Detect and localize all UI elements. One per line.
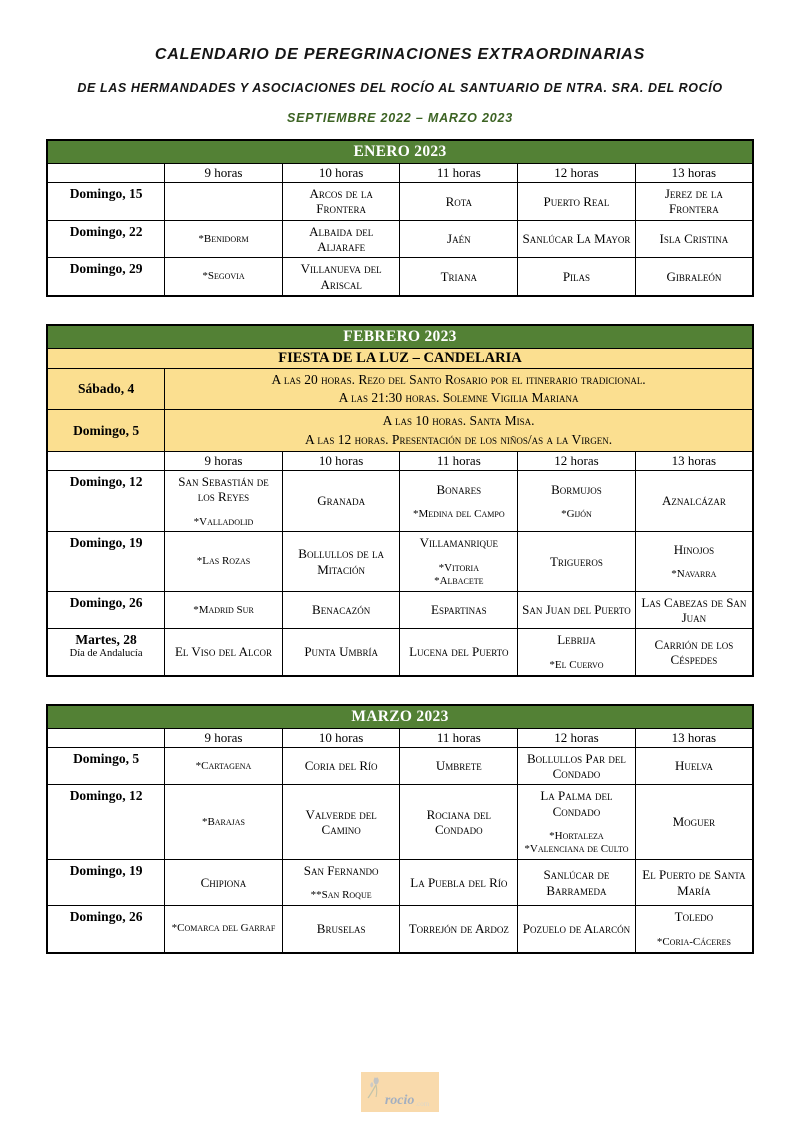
table-row xyxy=(47,859,753,905)
day-label: Domingo, 22 xyxy=(69,223,143,239)
hour-column-header: 11 horas xyxy=(400,451,518,470)
schedule-entry: San Fernando xyxy=(303,862,379,878)
schedule-entry: *Valladolid xyxy=(193,515,254,528)
schedule-entry: *Comarca del Garraf xyxy=(171,922,276,935)
schedule-cell xyxy=(400,629,518,676)
table-row xyxy=(47,591,753,629)
schedule-entry: Umbrete xyxy=(435,758,482,774)
schedule-cell xyxy=(518,258,636,296)
schedule-entry: *Medina del Campo xyxy=(412,507,505,520)
empty-corner-cell xyxy=(47,164,165,183)
line-gap xyxy=(403,551,514,562)
schedule-entry: Jaén xyxy=(447,231,471,247)
day-label: Domingo, 26 xyxy=(69,594,143,610)
schedule-cell xyxy=(400,591,518,629)
schedule-cell xyxy=(400,785,518,860)
schedule-entry: Toledo xyxy=(674,909,714,925)
table-row xyxy=(47,629,753,676)
schedule-entry: El Puerto de Santa María xyxy=(642,867,746,898)
month-title: ENERO 2023 xyxy=(47,140,753,164)
schedule-entry: San Juan del Puerto xyxy=(522,602,631,618)
schedule-entry: *Las Rozas xyxy=(196,555,251,568)
fiesta-banner-row xyxy=(47,348,753,368)
month-table-febrero xyxy=(46,324,754,677)
schedule-cell xyxy=(518,183,636,221)
line-gap xyxy=(639,925,749,936)
hour-column-header: 10 horas xyxy=(282,728,400,747)
schedule-entry: Aznalcázar xyxy=(661,493,726,509)
month-table-body xyxy=(47,325,753,676)
schedule-entry: *Coria-Cáceres xyxy=(656,935,731,948)
hour-column-header: 13 horas xyxy=(635,164,753,183)
schedule-entry: *Valenciana de Culto xyxy=(524,842,629,855)
hour-column-header: 9 horas xyxy=(165,451,283,470)
month-header-row xyxy=(47,325,753,349)
schedule-entry: Villamanrique xyxy=(419,535,498,551)
table-row xyxy=(47,470,753,532)
event-day-label: Domingo, 5 xyxy=(47,410,165,451)
day-cell xyxy=(47,747,165,785)
schedule-entry: Villanueva del Ariscal xyxy=(300,261,382,292)
schedule-cell xyxy=(282,220,400,258)
schedule-cell xyxy=(518,470,636,532)
schedule-entry: Lucena del Puerto xyxy=(409,644,509,660)
schedule-entry: Pilas xyxy=(562,268,591,284)
schedule-entry: Gibraleón xyxy=(666,268,722,284)
schedule-entry: Arcos de la Frontera xyxy=(309,186,373,217)
schedule-entry: Rota xyxy=(445,193,473,209)
watermark-suffix: .com xyxy=(415,1100,430,1108)
month-title: FEBRERO 2023 xyxy=(47,325,753,349)
schedule-cell xyxy=(282,629,400,676)
schedule-entry: Granada xyxy=(317,493,366,509)
schedule-cell xyxy=(635,747,753,785)
schedule-entry: La Puebla del Río xyxy=(410,874,508,890)
line-gap xyxy=(521,819,632,830)
table-row xyxy=(47,258,753,296)
event-description xyxy=(165,410,753,451)
schedule-cell xyxy=(635,470,753,532)
month-table-marzo xyxy=(46,704,754,954)
month-title: MARZO 2023 xyxy=(47,705,753,729)
day-cell xyxy=(47,220,165,258)
schedule-cell xyxy=(518,785,636,860)
schedule-cell xyxy=(635,785,753,860)
schedule-cell xyxy=(165,785,283,860)
flower-icon xyxy=(365,1074,387,1105)
schedule-entry: Triana xyxy=(440,268,478,284)
schedule-cell xyxy=(282,906,400,953)
schedule-entry: Pozuelo de Alarcón xyxy=(522,921,631,937)
schedule-entry: Bormujos xyxy=(551,481,602,497)
table-row xyxy=(47,183,753,221)
line-gap xyxy=(521,648,632,659)
hour-column-header: 9 horas xyxy=(165,728,283,747)
hours-header-row xyxy=(47,164,753,183)
schedule-entry: *Madrid Sur xyxy=(193,603,254,616)
event-day-label: Sábado, 4 xyxy=(47,368,165,409)
schedule-entry: *Gijón xyxy=(561,507,592,520)
line-gap xyxy=(168,505,279,516)
schedule-entry: *Vitoria xyxy=(438,561,479,574)
schedule-entry: *Cartagena xyxy=(195,759,252,772)
day-label: Domingo, 15 xyxy=(69,186,143,201)
hour-column-header: 10 horas xyxy=(282,164,400,183)
hour-column-header: 13 horas xyxy=(635,451,753,470)
schedule-entry: Coria del Río xyxy=(304,758,378,774)
table-row xyxy=(47,906,753,953)
hours-header-row xyxy=(47,728,753,747)
schedule-cell xyxy=(165,906,283,953)
schedule-cell xyxy=(400,258,518,296)
day-label: Domingo, 19 xyxy=(69,862,143,878)
event-row xyxy=(47,410,753,451)
empty-corner-cell xyxy=(47,728,165,747)
day-label: Martes, 28 xyxy=(75,632,137,648)
schedule-entry: *Hortaleza xyxy=(549,830,604,842)
schedule-entry: Hinojos xyxy=(673,541,715,557)
date-range: SEPTIEMBRE 2022 – MARZO 2023 xyxy=(287,111,513,125)
schedule-entry: Carrión de los Céspedes xyxy=(654,636,734,668)
schedule-cell xyxy=(165,470,283,532)
schedule-cell xyxy=(165,591,283,629)
watermark-logo xyxy=(361,1072,439,1112)
line-gap xyxy=(403,497,514,508)
schedule-cell xyxy=(400,183,518,221)
hour-column-header: 11 horas xyxy=(400,728,518,747)
schedule-cell xyxy=(518,532,636,591)
schedule-entry: A las 10 horas. Santa Misa. xyxy=(382,413,535,429)
schedule-entry: Bonares xyxy=(436,481,482,497)
schedule-entry: Las Cabezas de San Juan xyxy=(641,594,747,626)
schedule-cell xyxy=(635,591,753,629)
hour-column-header: 12 horas xyxy=(518,728,636,747)
schedule-cell xyxy=(518,591,636,629)
schedule-entry: Espartinas xyxy=(431,602,487,618)
day-cell xyxy=(47,532,165,591)
schedule-cell xyxy=(165,629,283,676)
schedule-cell xyxy=(635,258,753,296)
day-cell xyxy=(47,470,165,532)
schedule-entry: *Segovia xyxy=(202,270,245,283)
schedule-entry: Isla Cristina xyxy=(659,231,729,247)
schedule-entry: Puerto Real xyxy=(543,193,610,209)
schedule-entry: Albaida del Aljarafe xyxy=(309,223,374,254)
day-cell xyxy=(47,629,165,676)
day-label: Domingo, 26 xyxy=(69,909,143,925)
schedule-cell xyxy=(282,859,400,905)
schedule-cell xyxy=(165,220,283,258)
schedule-cell xyxy=(635,220,753,258)
schedule-entry: Bollullos Par del Condado xyxy=(527,750,626,782)
day-label: Domingo, 12 xyxy=(69,788,143,804)
schedule-entry: A las 12 horas. Presentación de los niños/as a la Virgen. xyxy=(305,431,613,447)
hour-column-header: 12 horas xyxy=(518,451,636,470)
page-title: CALENDARIO DE PEREGRINACIONES EXTRAORDINARIAS xyxy=(154,46,646,63)
schedule-cell xyxy=(282,470,400,532)
schedule-cell xyxy=(518,220,636,258)
hour-column-header: 11 horas xyxy=(400,164,518,183)
schedule-cell xyxy=(282,532,400,591)
schedule-cell xyxy=(635,183,753,221)
schedule-entry: Torrejón de Ardoz xyxy=(408,921,509,937)
schedule-entry: Punta Umbría xyxy=(304,644,378,660)
table-row xyxy=(47,785,753,860)
schedule-cell xyxy=(282,747,400,785)
table-row xyxy=(47,532,753,591)
schedule-entry: *Navarra xyxy=(671,568,717,581)
schedule-entry: Bruselas xyxy=(316,921,366,937)
empty-corner-cell xyxy=(47,451,165,470)
schedule-cell xyxy=(165,747,283,785)
hour-column-header: 12 horas xyxy=(518,164,636,183)
schedule-cell xyxy=(165,258,283,296)
schedule-entry: *El Cuervo xyxy=(549,658,604,671)
schedule-cell xyxy=(282,183,400,221)
schedule-cell xyxy=(400,220,518,258)
hour-column-header: 13 horas xyxy=(635,728,753,747)
schedule-entry: Lebrija xyxy=(557,632,596,648)
schedule-entry: Benacazón xyxy=(312,602,371,618)
schedule-entry: A las 21:30 horas. Solemne Vigilia Mariana xyxy=(338,390,579,406)
document-header xyxy=(0,0,800,125)
month-table-body xyxy=(47,140,753,296)
schedule-cell xyxy=(400,747,518,785)
schedule-entry: Sanlúcar de Barrameda xyxy=(543,867,610,898)
fiesta-banner: FIESTA DE LA LUZ – CANDELARIA xyxy=(47,348,753,368)
schedule-entry: **San Roque xyxy=(310,889,372,902)
schedule-entry: *Barajas xyxy=(201,815,246,828)
day-cell xyxy=(47,258,165,296)
day-label: Domingo, 5 xyxy=(73,750,140,766)
schedule-cell xyxy=(282,258,400,296)
day-cell xyxy=(47,859,165,905)
schedule-entry: San Sebastián de los Reyes xyxy=(178,473,269,505)
schedule-entry: Jerez de la Frontera xyxy=(664,186,723,217)
month-table-enero xyxy=(46,139,754,297)
line-gap xyxy=(521,497,632,508)
schedule-entry: La Palma del Condado xyxy=(540,788,613,819)
schedule-cell xyxy=(165,859,283,905)
schedule-cell xyxy=(635,532,753,591)
schedule-cell xyxy=(635,906,753,953)
schedule-cell xyxy=(282,785,400,860)
day-cell xyxy=(47,906,165,953)
schedule-cell xyxy=(518,629,636,676)
schedule-cell xyxy=(400,470,518,532)
month-header-row xyxy=(47,140,753,164)
schedule-cell xyxy=(635,629,753,676)
schedule-entry: A las 20 horas. Rezo del Santo Rosario por el itinerario tradicional. xyxy=(271,371,646,387)
schedule-cell xyxy=(518,747,636,785)
event-description xyxy=(165,368,753,409)
schedule-entry: Bollullos de la Mitación xyxy=(298,546,384,577)
schedule-cell xyxy=(518,906,636,953)
schedule-cell xyxy=(400,906,518,953)
watermark-text: rocio xyxy=(384,1093,415,1108)
day-cell xyxy=(47,183,165,221)
schedule-entry: Valverde del Camino xyxy=(305,806,377,838)
line-gap xyxy=(286,878,397,889)
hour-column-header: 9 horas xyxy=(165,164,283,183)
month-table-body xyxy=(47,705,753,953)
schedule-entry: Chipiona xyxy=(200,874,247,890)
schedule-entry: Moguer xyxy=(672,814,716,830)
month-tables xyxy=(0,139,800,954)
schedule-entry: *Benidorm xyxy=(198,232,249,245)
table-row xyxy=(47,220,753,258)
schedule-entry: Rociana del Condado xyxy=(426,806,491,838)
day-label: Domingo, 29 xyxy=(69,261,143,277)
page-subtitle: DE LAS HERMANDADES Y ASOCIACIONES DEL ROCÍO AL SANTUARIO DE NTRA. SRA. DEL ROCÍO xyxy=(77,81,723,95)
day-label: Domingo, 12 xyxy=(69,473,143,489)
day-note: Día de Andalucía xyxy=(69,648,143,660)
schedule-cell xyxy=(400,859,518,905)
schedule-cell xyxy=(635,859,753,905)
day-cell xyxy=(47,591,165,629)
schedule-entry: *Albacete xyxy=(434,574,484,587)
month-header-row xyxy=(47,705,753,729)
day-cell xyxy=(47,785,165,860)
event-row xyxy=(47,368,753,409)
schedule-cell xyxy=(400,532,518,591)
hour-column-header: 10 horas xyxy=(282,451,400,470)
schedule-cell xyxy=(518,859,636,905)
table-row xyxy=(47,747,753,785)
schedule-entry: Huelva xyxy=(674,758,713,774)
day-label: Domingo, 19 xyxy=(69,535,143,551)
schedule-cell xyxy=(165,532,283,591)
schedule-entry: El Viso del Alcor xyxy=(174,644,272,660)
schedule-cell xyxy=(165,183,283,221)
schedule-entry: Sanlúcar La Mayor xyxy=(522,231,631,247)
schedule-entry: Trigueros xyxy=(549,553,603,569)
hours-header-row xyxy=(47,451,753,470)
schedule-cell xyxy=(282,591,400,629)
line-gap xyxy=(639,557,749,568)
